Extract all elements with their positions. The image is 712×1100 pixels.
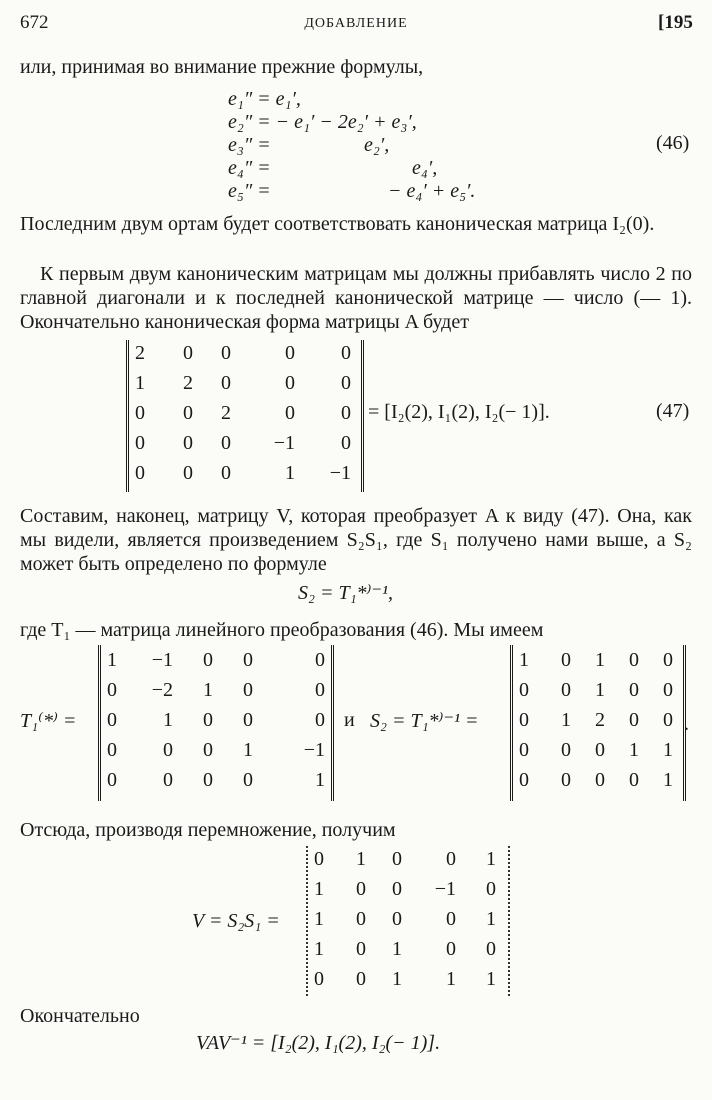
matrix-t1-cell-r3c2: 1 [163,709,173,731]
matrix-s2-cell-r1c5: 0 [663,649,673,671]
paragraph-6: Окончательно [20,1005,140,1027]
matrix-47-cell-r3c5: 0 [341,402,351,424]
matrix-v-cell-r5c3: 1 [392,968,402,990]
matrix-47-cell-r2c3: 0 [221,372,231,394]
matrix-t1-cell-r1c4: 0 [243,649,253,671]
eq46-line-2: e₂″ = − e₁′ − 2e₂′ + e₃′, [228,111,417,133]
matrix-v-cell-r3c3: 0 [392,908,402,930]
sentence-period: . [684,713,689,735]
t1-label: T₁⁽*⁾ = [20,710,77,732]
matrix-47-cell-r1c5: 0 [341,342,351,364]
matrix-s2-cell-r2c1: 0 [519,679,529,701]
matrix-t1 [98,645,334,801]
matrix-t1-cell-r1c3: 0 [203,649,213,671]
matrix-v-cell-r1c4: 0 [446,848,456,870]
matrix-s2-cell-r1c1: 1 [519,649,529,671]
matrix-47-cell-r2c5: 0 [341,372,351,394]
matrix-47-cell-r3c1: 0 [135,402,145,424]
matrix-t1-cell-r3c3: 0 [203,709,213,731]
matrix-v-cell-r4c3: 1 [392,938,402,960]
matrix-t1-cell-r1c1: 1 [107,649,117,671]
matrix-47-cell-r5c4: 1 [285,462,295,484]
matrix-s2-cell-r3c4: 0 [629,709,639,731]
matrix-t1-cell-r3c5: 0 [315,709,325,731]
matrix-t1-cell-r1c5: 0 [315,649,325,671]
matrix-47-cell-r3c4: 0 [285,402,295,424]
matrix-s2-cell-r2c5: 0 [663,679,673,701]
matrix-v-cell-r1c5: 1 [486,848,496,870]
matrix-47-rhs: = [I₂(2), I₁(2), I₂(− 1)]. [368,401,550,423]
matrix-t1-cell-r1c2: −1 [151,649,173,671]
matrix-t1-cell-r5c4: 0 [243,769,253,791]
matrix-47-cell-r5c2: 0 [183,462,193,484]
matrix-47-cell-r5c1: 0 [135,462,145,484]
eq46-line-3-lhs: e₃″ = [228,134,271,156]
matrix-s2-cell-r4c3: 0 [595,739,605,761]
matrix-s2 [510,645,686,801]
matrix-v-cell-r2c4: −1 [434,878,456,900]
matrix-47-cell-r3c2: 0 [183,402,193,424]
matrix-v-cell-r5c5: 1 [486,968,496,990]
matrix-v-cell-r5c2: 0 [356,968,366,990]
matrix-v-cell-r2c5: 0 [486,878,496,900]
matrix-s2-cell-r1c4: 0 [629,649,639,671]
matrix-v-cell-r5c1: 0 [314,968,324,990]
matrix-t1-cell-r4c1: 0 [107,739,117,761]
paragraph-5: Отсюда, производя перемножение, получим [20,819,396,841]
matrix-t1-cell-r5c1: 0 [107,769,117,791]
matrix-s2-cell-r3c2: 1 [561,709,571,731]
intro-line: или, принимая во внимание прежние формулы, [20,56,424,78]
matrix-s2-cell-r3c5: 0 [663,709,673,731]
matrix-47-cell-r1c2: 0 [183,342,193,364]
matrix-t1-cell-r4c4: 1 [243,739,253,761]
equation-s2: S₂ = T₁*⁾⁻¹, [298,582,393,604]
and-word: и [344,709,355,731]
paragraph-1: Последним двум ортам будет соответствовать каноническая матрица I₂(0). [20,213,655,235]
paragraph-4: где T₁ — матрица линейного преобразования (46). Мы имеем [20,619,544,641]
matrix-47-cell-r4c5: 0 [341,432,351,454]
matrix-s2-cell-r4c1: 0 [519,739,529,761]
matrix-47-cell-r2c2: 2 [183,372,193,394]
matrix-s2-cell-r5c5: 1 [663,769,673,791]
paragraph-2: К первым двум каноническим матрицам мы должны прибавлять число 2 по главной диагонали и к последней канонической матрице — число (— 1). Окончательно каноническая форма матрицы A будет [20,263,692,333]
eq46-line-4-lhs: e₄″ = [228,157,271,179]
matrix-v-cell-r4c2: 0 [356,938,366,960]
v-label: V = S₂S₁ = [192,910,280,932]
matrix-s2-cell-r5c3: 0 [595,769,605,791]
equation-number-47: (47) [656,400,690,422]
s2-label: S₂ = T₁*⁾⁻¹ = [370,710,479,732]
matrix-47-cell-r3c3: 2 [221,402,231,424]
matrix-v-cell-r2c2: 0 [356,878,366,900]
matrix-t1-cell-r5c2: 0 [163,769,173,791]
matrix-t1-cell-r2c5: 0 [315,679,325,701]
matrix-t1-cell-r2c4: 0 [243,679,253,701]
matrix-47-cell-r2c1: 1 [135,372,145,394]
matrix-s2-cell-r5c1: 0 [519,769,529,791]
matrix-s2-cell-r5c4: 0 [629,769,639,791]
matrix-t1-cell-r4c2: 0 [163,739,173,761]
matrix-s2-cell-r2c3: 1 [595,679,605,701]
matrix-v-cell-r4c5: 0 [486,938,496,960]
matrix-s2-cell-r2c2: 0 [561,679,571,701]
matrix-47-cell-r1c1: 2 [135,342,145,364]
matrix-v-cell-r4c1: 1 [314,938,324,960]
matrix-t1-cell-r4c5: −1 [303,739,325,761]
equation-number-46: (46) [656,132,690,154]
matrix-v-cell-r4c4: 0 [446,938,456,960]
matrix-s2-cell-r4c2: 0 [561,739,571,761]
matrix-s2-cell-r1c2: 0 [561,649,571,671]
matrix-t1-cell-r5c3: 0 [203,769,213,791]
matrix-47-cell-r1c3: 0 [221,342,231,364]
matrix-s2-cell-r1c3: 1 [595,649,605,671]
matrix-t1-cell-r4c3: 0 [203,739,213,761]
matrix-t1-cell-r2c2: −2 [151,679,173,701]
eq46-line-1: e₁″ = e₁′, [228,88,301,110]
matrix-v-cell-r3c2: 0 [356,908,366,930]
eq46-line-3-rhs: e₂′, [364,134,390,156]
matrix-t1-cell-r5c5: 1 [315,769,325,791]
matrix-t1-cell-r2c1: 0 [107,679,117,701]
matrix-47-cell-r4c2: 0 [183,432,193,454]
matrix-47-cell-r2c4: 0 [285,372,295,394]
matrix-v-cell-r2c1: 1 [314,878,324,900]
matrix-t1-cell-r3c4: 0 [243,709,253,731]
paragraph-3: Составим, наконец, матрицу V, которая преобразует A к виду (47). Она, как мы видели, является произведением S₂S₁, где S₁ получено нами выше, а S₂ может быть определено по формуле [20,505,692,575]
matrix-v-cell-r3c5: 1 [486,908,496,930]
matrix-v-cell-r1c3: 0 [392,848,402,870]
page-number: 672 [20,12,49,33]
running-title: ДОБАВЛЕНИЕ [304,16,408,31]
eq46-line-4-rhs: e₄′, [412,157,438,179]
matrix-v-cell-r1c2: 1 [356,848,366,870]
matrix-47-cell-r4c3: 0 [221,432,231,454]
matrix-47-cell-r1c4: 0 [285,342,295,364]
matrix-47-cell-r4c4: −1 [273,432,295,454]
matrix-v [306,846,510,996]
matrix-s2-cell-r2c4: 0 [629,679,639,701]
matrix-s2-cell-r3c1: 0 [519,709,529,731]
matrix-s2-cell-r4c5: 1 [663,739,673,761]
matrix-v-cell-r3c4: 0 [446,908,456,930]
matrix-v-cell-r3c1: 1 [314,908,324,930]
matrix-t1-cell-r2c3: 1 [203,679,213,701]
matrix-t1-cell-r3c1: 0 [107,709,117,731]
matrix-s2-cell-r4c4: 1 [629,739,639,761]
eq46-line-5-rhs: − e₄′ + e₅′. [388,180,476,202]
matrix-47-cell-r4c1: 0 [135,432,145,454]
signature-mark: [195 [658,12,693,33]
matrix-s2-cell-r5c2: 0 [561,769,571,791]
eq46-line-5-lhs: e₅″ = [228,180,271,202]
matrix-v-cell-r1c1: 0 [314,848,324,870]
final-equation: VAV⁻¹ = [I₂(2), I₁(2), I₂(− 1)]. [196,1032,441,1054]
matrix-v-cell-r5c4: 1 [446,968,456,990]
matrix-47 [126,340,364,492]
matrix-47-cell-r5c5: −1 [329,462,351,484]
matrix-v-cell-r2c3: 0 [392,878,402,900]
matrix-47-cell-r5c3: 0 [221,462,231,484]
matrix-s2-cell-r3c3: 2 [595,709,605,731]
